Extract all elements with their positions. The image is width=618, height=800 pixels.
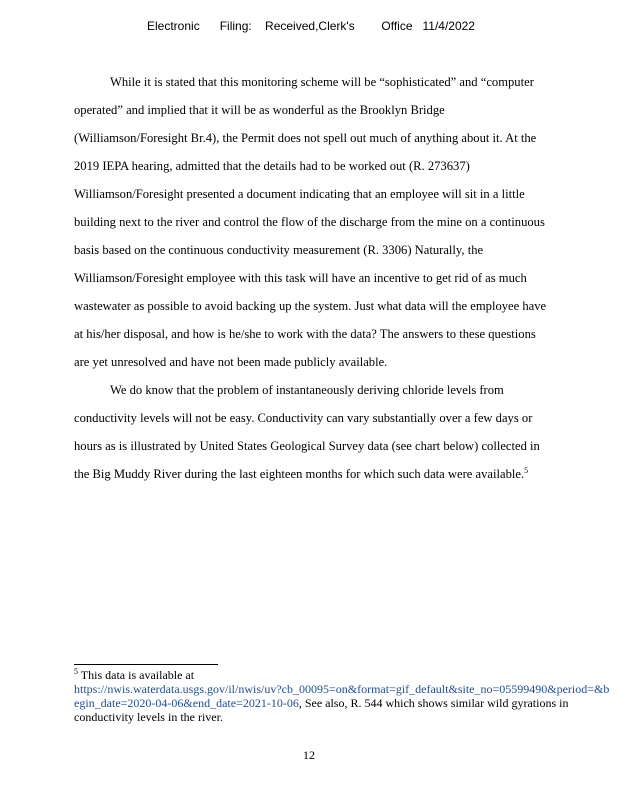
footnote-intro: This data is available at — [80, 668, 195, 682]
footnote-divider — [74, 664, 218, 665]
footnote-after: , See also, R. 544 which shows similar wild gyrations in conductivity levels in the river. — [74, 696, 569, 724]
footnote-reference[interactable]: 5 — [524, 465, 529, 475]
footnote-link[interactable]: https://nwis.waterdata.usgs.gov/il/nwis/uv?cb_00095=on&format=gif_default&site_no=05599490&period=&begin_date=2020-04-06&end_date=2021-10-06 — [74, 682, 610, 710]
paragraph-conductivity — [74, 376, 554, 488]
footnote-number: 5 — [74, 667, 78, 676]
filing-header: Electronic Filing: Received,Clerk's Office 11/4/2022 — [147, 19, 475, 33]
paragraph-conductivity-text: We do know that the problem of instantaneously deriving chloride levels from conductivity levels will not be easy. Conductivity can vary substantially over a few days or hours as is illustrated by United States Geological Survey data (see chart below) collected in the Big Muddy River during the last eighteen months for which such data were available. — [74, 383, 540, 481]
paragraph-monitoring-scheme: While it is stated that this monitoring scheme will be “sophisticated” and “computer operated” and implied that it will be as wonderful as the Brooklyn Bridge (Williamson/Foresight Br.4), the Permit does not spell out much of anything about it. At the 2019 IEPA hearing, admitted that the details had to be worked out (R. 273637) Williamson/Foresight presented a document indicating that an employee will sit in a little building next to the river and control the flow of the discharge from the mine on a continuous basis based on the continuous conductivity measurement (R. 3306) Naturally, the Williamson/Foresight employee with this task will have an incentive to get rid of as much wastewater as possible to avoid backing up the system. Just what data will the employee have at his/her disposal, and how is he/she to work with the data? The answers to these questions are yet unresolved and have not been made publicly available. — [74, 75, 547, 369]
footnote — [74, 668, 614, 724]
body-text — [74, 68, 554, 488]
page-number: 12 — [303, 748, 315, 762]
